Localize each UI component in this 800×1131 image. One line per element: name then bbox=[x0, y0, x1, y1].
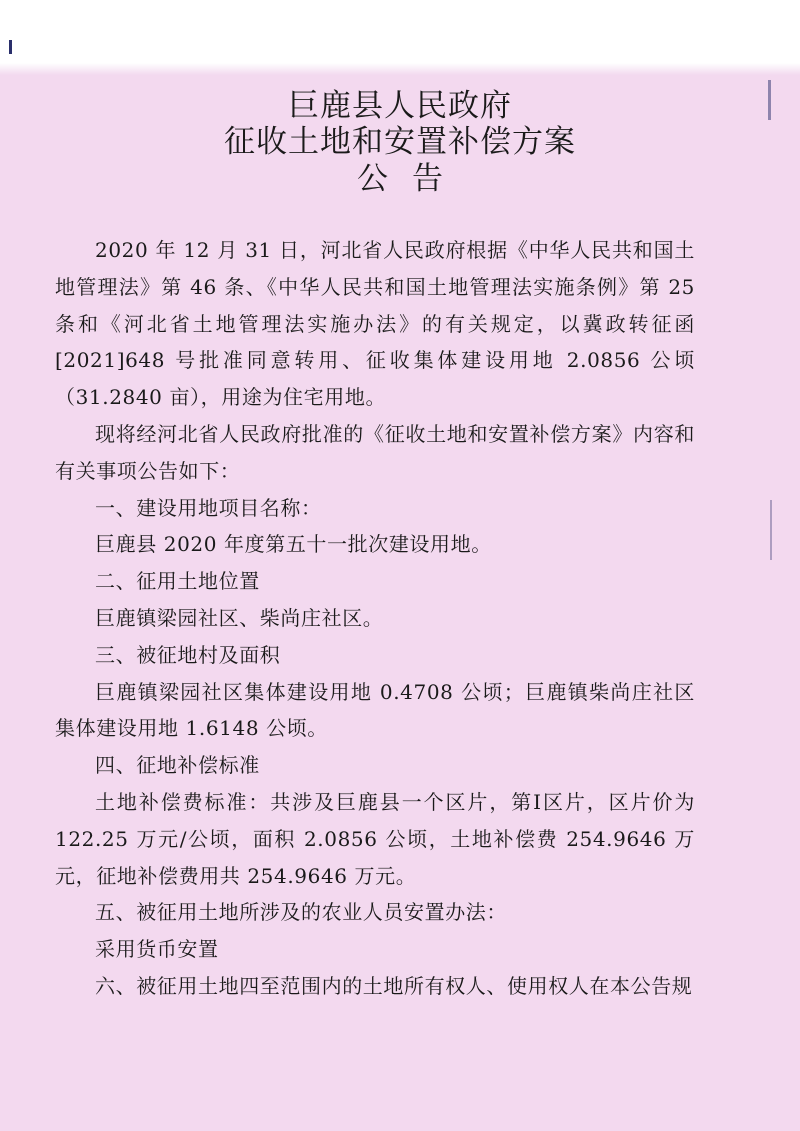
section-heading-2: 二、征用土地位置 bbox=[95, 569, 260, 594]
document-body bbox=[55, 232, 695, 1005]
section-heading-4: 四、征地补偿标准 bbox=[95, 753, 260, 778]
section-text-2: 巨鹿镇梁园社区、柴尚庄社区。 bbox=[95, 605, 384, 630]
section-text-1: 巨鹿县 2020 年度第五十一批次建设用地。 bbox=[95, 532, 492, 557]
paragraph-intro: 2020 年 12 月 31 日，河北省人民政府根据《中华人民共和国土地管理法》第 46 条、《中华人民共和国土地管理法实施条例》第 25 条和《河北省土地管理法实施办法》的有关规定，以冀政转征函[2021]648 号批准同意转用、征收集体建设用地 2.0856 公顷（31.2840 亩），用途为住宅用地。 bbox=[55, 238, 695, 410]
section-text-3: 巨鹿镇梁园社区集体建设用地 0.4708 公顷；巨鹿镇柴尚庄社区集体建设用地 1.6148 公顷。 bbox=[55, 679, 695, 741]
section-heading-5: 五、被征用土地所涉及的农业人员安置办法： bbox=[95, 900, 507, 925]
paragraph-announcement: 现将经河北省人民政府批准的《征收土地和安置补偿方案》内容和有关事项公告如下： bbox=[55, 421, 695, 483]
document-title-line-1: 巨鹿县人民政府 bbox=[288, 88, 512, 124]
section-heading-3: 三、被征地村及面积 bbox=[95, 642, 281, 667]
document-title-line-3: 公告 bbox=[357, 161, 467, 197]
section-text-5: 采用货币安置 bbox=[95, 937, 219, 962]
document-title-line-2: 征收土地和安置补偿方案 bbox=[224, 124, 576, 160]
section-heading-6: 六、被征用土地四至范围内的土地所有权人、使用权人在本公告规 bbox=[95, 973, 693, 998]
section-heading-1: 一、建设用地项目名称： bbox=[95, 495, 322, 520]
section-text-4: 土地补偿费标准：共涉及巨鹿县一个区片，第Ⅰ区片，区片价为 122.25 万元/公顷，面积 2.0856 公顷，土地补偿费 254.9646 万元，征地补偿费用共 254.9646 万元。 bbox=[55, 789, 695, 888]
